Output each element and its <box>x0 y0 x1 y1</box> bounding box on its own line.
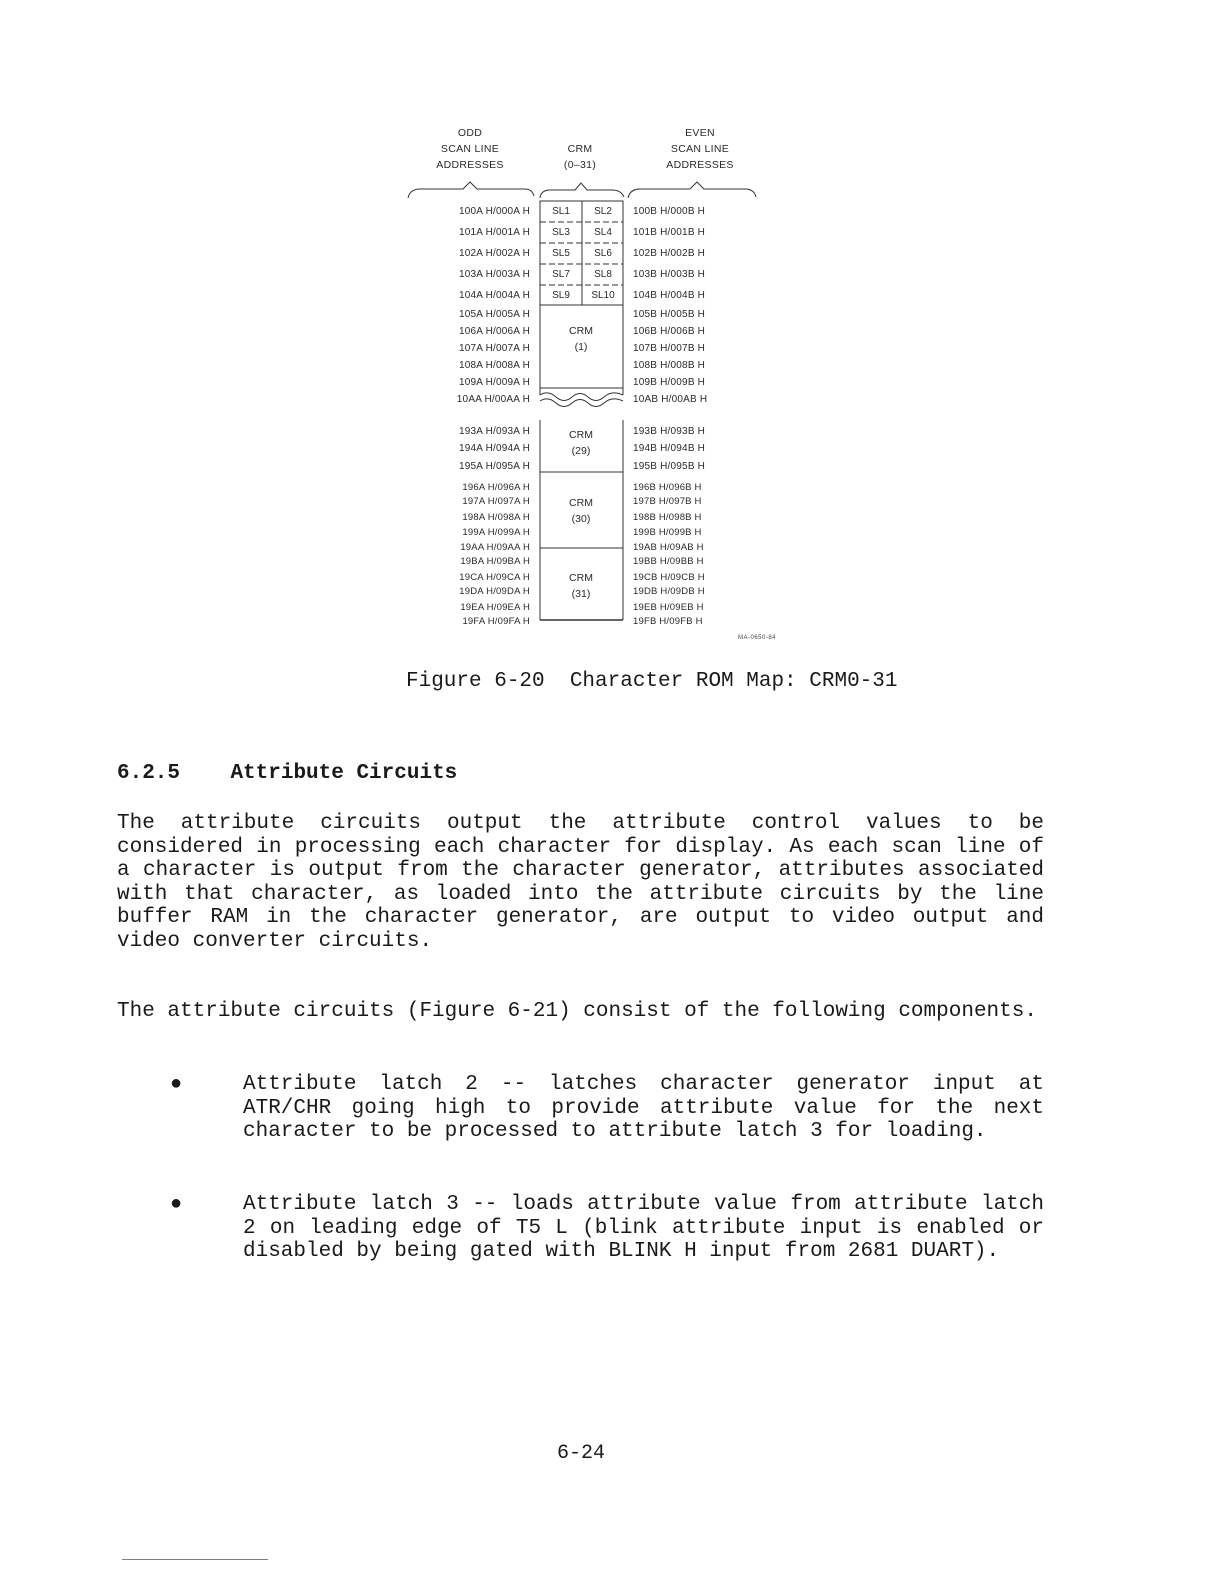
even-address: 198B H/098B H <box>633 512 702 523</box>
crm-block-number: (31) <box>571 588 591 600</box>
crm-block-label <box>541 570 621 602</box>
crm-brace <box>540 183 624 198</box>
odd-address: 102A H/002A H <box>459 248 530 259</box>
even-address: 101B H/001B H <box>633 227 706 238</box>
crm-block-name: CRM <box>569 497 593 509</box>
odd-address: 108A H/008A H <box>459 360 530 371</box>
figure-caption: Figure 6-20 Character ROM Map: CRM0-31 <box>406 670 898 693</box>
even-address: 103B H/003B H <box>633 269 706 280</box>
scan-cell: SL10 <box>591 290 615 301</box>
crm-block-number: (30) <box>571 513 591 525</box>
scan-cell: SL5 <box>552 248 570 259</box>
crm-block-number: (1) <box>574 341 588 353</box>
odd-address: 199A H/099A H <box>462 527 530 538</box>
crm-header-line: (0–31) <box>563 159 597 171</box>
odd-address: 100A H/000A H <box>459 206 530 217</box>
footer-rule <box>122 1559 268 1560</box>
odd-address: 19BA H/09BA H <box>460 556 530 567</box>
crm-block-label <box>541 427 621 459</box>
bullet-text: Attribute latch 3 -- loads attribute value from attribute latch 2 on leading edge of T5 L (blink attribute input is enabled or disabled by being gated with BLINK H input from 2681 DUART). <box>243 1193 1044 1263</box>
odd-address: 19DA H/09DA H <box>459 586 530 597</box>
odd-address: 107A H/007A H <box>459 343 530 354</box>
section-number: 6.2.5 <box>117 762 181 785</box>
even-address: 199B H/099B H <box>633 527 702 538</box>
odd-address: 19FA H/09FA H <box>462 616 530 627</box>
paragraph: The attribute circuits output the attribute control values to be considered in processing each character for display. As each scan line of a character is output from the character generator, attributes associated with that character, as loaded into the attribute circuits by the line buffer RAM in the character generator, are output to video output and video converter circuits. <box>117 812 1044 953</box>
odd-address: 194A H/094A H <box>459 443 530 454</box>
odd-address: 10AA H/00AA H <box>456 394 530 405</box>
crm-block-label <box>541 323 621 355</box>
even-address: 109B H/009B H <box>633 377 706 388</box>
odd-header-line: ODD <box>457 127 483 139</box>
scan-cell: SL4 <box>594 227 612 238</box>
crm-block-number: (29) <box>571 445 591 457</box>
even-address: 193B H/093B H <box>633 426 706 437</box>
crm-header-line: CRM <box>567 143 593 155</box>
even-address: 100B H/000B H <box>633 206 706 217</box>
odd-address: 19EA H/09EA H <box>460 602 530 613</box>
even-address: 195B H/095B H <box>633 461 706 472</box>
scan-cell: SL1 <box>552 206 570 217</box>
even-address: 19FB H/09FB H <box>633 616 703 627</box>
scan-cell: SL2 <box>594 206 612 217</box>
even-address: 196B H/096B H <box>633 482 702 493</box>
section-title: Attribute Circuits <box>230 762 458 785</box>
character-rom-map-figure <box>0 0 1224 660</box>
odd-address: 193A H/093A H <box>459 426 530 437</box>
even-header-line: SCAN LINE <box>670 143 730 155</box>
scan-cell: SL3 <box>552 227 570 238</box>
odd-address: 196A H/096A H <box>462 482 530 493</box>
even-address: 108B H/008B H <box>633 360 706 371</box>
bullet-icon: ● <box>170 1073 183 1096</box>
crm-block-label <box>541 495 621 527</box>
scan-cell: SL9 <box>552 290 570 301</box>
even-address: 19EB H/09EB H <box>633 602 704 613</box>
odd-address: 19CA H/09CA H <box>459 572 530 583</box>
section-heading <box>117 762 457 785</box>
even-address: 106B H/006B H <box>633 326 706 337</box>
odd-header-line: ADDRESSES <box>436 159 504 171</box>
bullet-icon: ● <box>170 1193 183 1216</box>
even-address: 19BB H/09BB H <box>633 556 704 567</box>
even-address: 10AB H/00AB H <box>633 394 708 405</box>
odd-address: 198A H/098A H <box>462 512 530 523</box>
even-address: 19AB H/09AB H <box>633 542 704 553</box>
crm-block-name: CRM <box>569 325 593 337</box>
odd-address: 104A H/004A H <box>459 290 530 301</box>
odd-address: 101A H/001A H <box>459 227 530 238</box>
even-brace <box>628 182 756 198</box>
page-number: 6-24 <box>557 1442 606 1465</box>
scan-cell: SL8 <box>594 269 612 280</box>
even-address: 104B H/004B H <box>633 290 706 301</box>
paragraph: The attribute circuits (Figure 6-21) consist of the following components. <box>117 1000 1037 1023</box>
odd-address: 197A H/097A H <box>462 496 530 507</box>
bullet-text: Attribute latch 2 -- latches character generator input at ATR/CHR going high to provide attribute value for the next character to be processed to attribute latch 3 for loading. <box>243 1073 1044 1143</box>
even-address: 105B H/005B H <box>633 309 706 320</box>
even-address: 107B H/007B H <box>633 343 706 354</box>
even-address: 19CB H/09CB H <box>633 572 705 583</box>
odd-address: 109A H/009A H <box>459 377 530 388</box>
odd-address: 106A H/006A H <box>459 326 530 337</box>
odd-header-line: SCAN LINE <box>440 143 500 155</box>
scan-cell: SL7 <box>552 269 570 280</box>
even-header-line: EVEN <box>685 127 715 139</box>
figure-code: MA-0650-84 <box>738 635 777 641</box>
even-address: 194B H/094B H <box>633 443 706 454</box>
even-address: 19DB H/09DB H <box>633 586 705 597</box>
even-address: 197B H/097B H <box>633 496 702 507</box>
crm-block-name: CRM <box>569 429 593 441</box>
even-header-line: ADDRESSES <box>666 159 734 171</box>
odd-address: 105A H/005A H <box>459 309 530 320</box>
odd-address: 19AA H/09AA H <box>460 542 530 553</box>
even-address: 102B H/002B H <box>633 248 706 259</box>
crm-block-name: CRM <box>569 572 593 584</box>
odd-address: 103A H/003A H <box>459 269 530 280</box>
odd-brace <box>408 182 534 198</box>
odd-address: 195A H/095A H <box>459 461 530 472</box>
scan-cell: SL6 <box>594 248 612 259</box>
